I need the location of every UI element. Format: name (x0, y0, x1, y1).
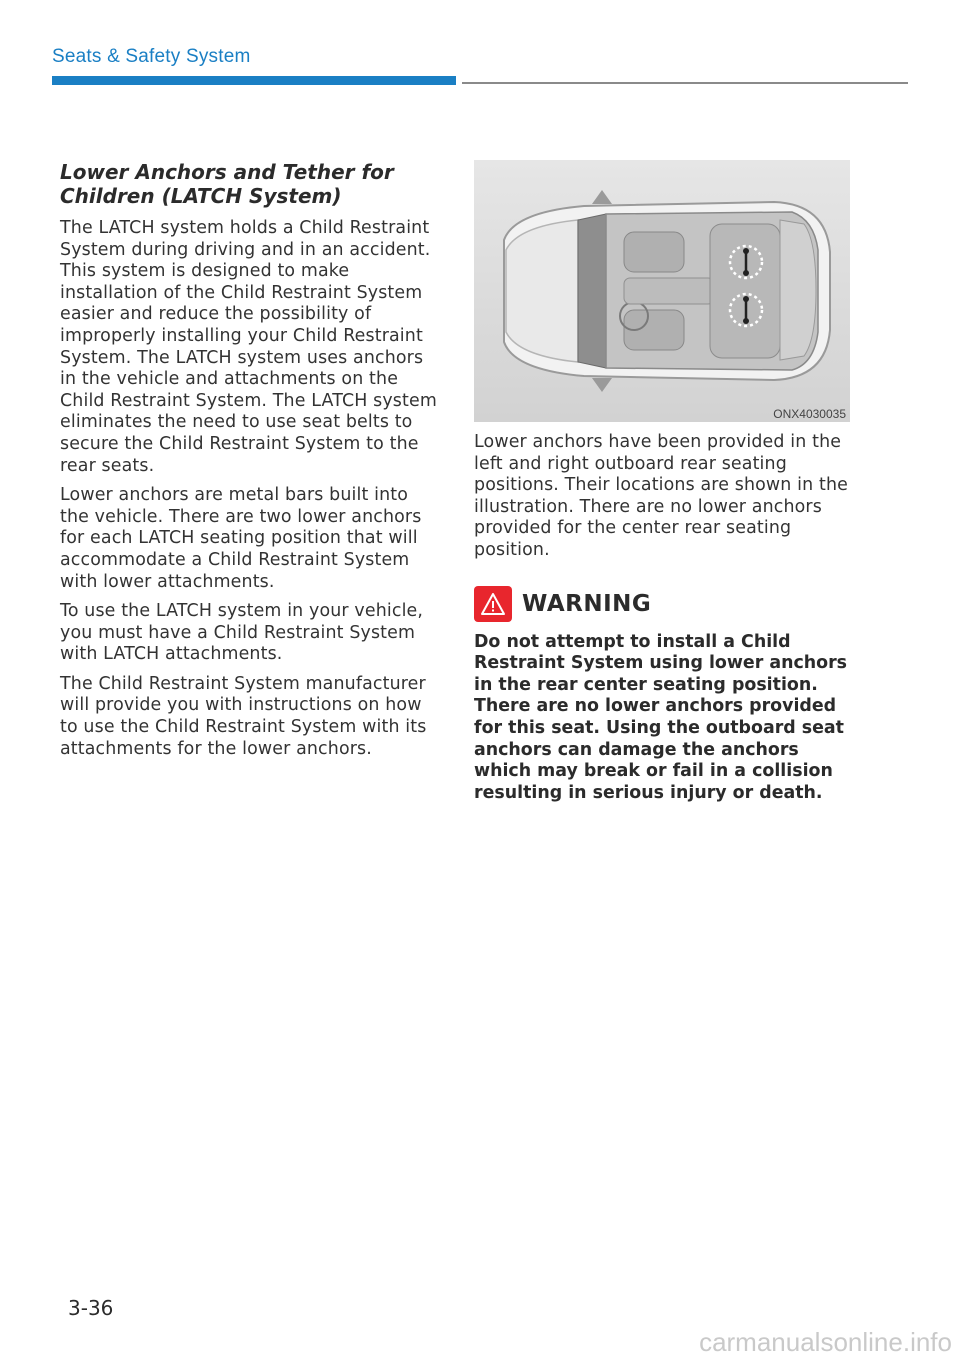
body-paragraph: Lower anchors are metal bars built into the vehicle. There are two lower anchors for each LATCH seating position that will accommodate a Child Restraint System with lower attachments. (60, 485, 422, 592)
section-heading: Lower Anchors and Tether for Children (LATCH System) (60, 160, 394, 208)
left-column (60, 160, 438, 768)
latch-anchor-illustration (474, 160, 850, 422)
warning-header (474, 586, 852, 622)
page-number: 3-36 (68, 1296, 114, 1320)
body-paragraph: The Child Restraint System manufacturer will provide you with instructions on how to use the Child Restraint System with its attachments for the lower anchors. (60, 673, 427, 759)
warning-badge (474, 586, 512, 622)
figure-code: ONX4030035 (773, 407, 846, 421)
body-paragraph: To use the LATCH system in your vehicle, you must have a Child Restraint System with LATCH attachments. (60, 601, 424, 665)
header-accent-bar (52, 76, 456, 85)
warning-label: WARNING (522, 590, 652, 617)
warning-text: Do not attempt to install a Child Restraint System using lower anchors in the rear center seating position. There are no lower anchors provided for this seat. Using the outboard seat anchors can damage the anchors which may break or fail in a collision resulting in serious injury or death. (474, 631, 848, 803)
body-paragraph: Lower anchors have been provided in the left and right outboard rear seating positions. Their locations are shown in the illustration. There are no lower anchors provided for the center rear seating position. (474, 432, 848, 560)
watermark: carmanualsonline.info (699, 1327, 952, 1357)
car-top-view-icon (474, 160, 850, 422)
section-title: Seats & Safety System (52, 46, 251, 67)
right-column (474, 160, 852, 804)
warning-triangle-icon (480, 592, 506, 616)
header-divider-line (462, 82, 908, 84)
body-paragraph: The LATCH system holds a Child Restraint System during driving and in an accident. This system is designed to make installation of the Child Restraint System easier and reduce the possibility of improperly installing your Child Restraint System. The LATCH system uses anchors in the vehicle and attachments on the Child Restraint System. The LATCH system eliminates the need to use seat belts to secure the Child Restraint System to the rear seats. (60, 218, 437, 476)
